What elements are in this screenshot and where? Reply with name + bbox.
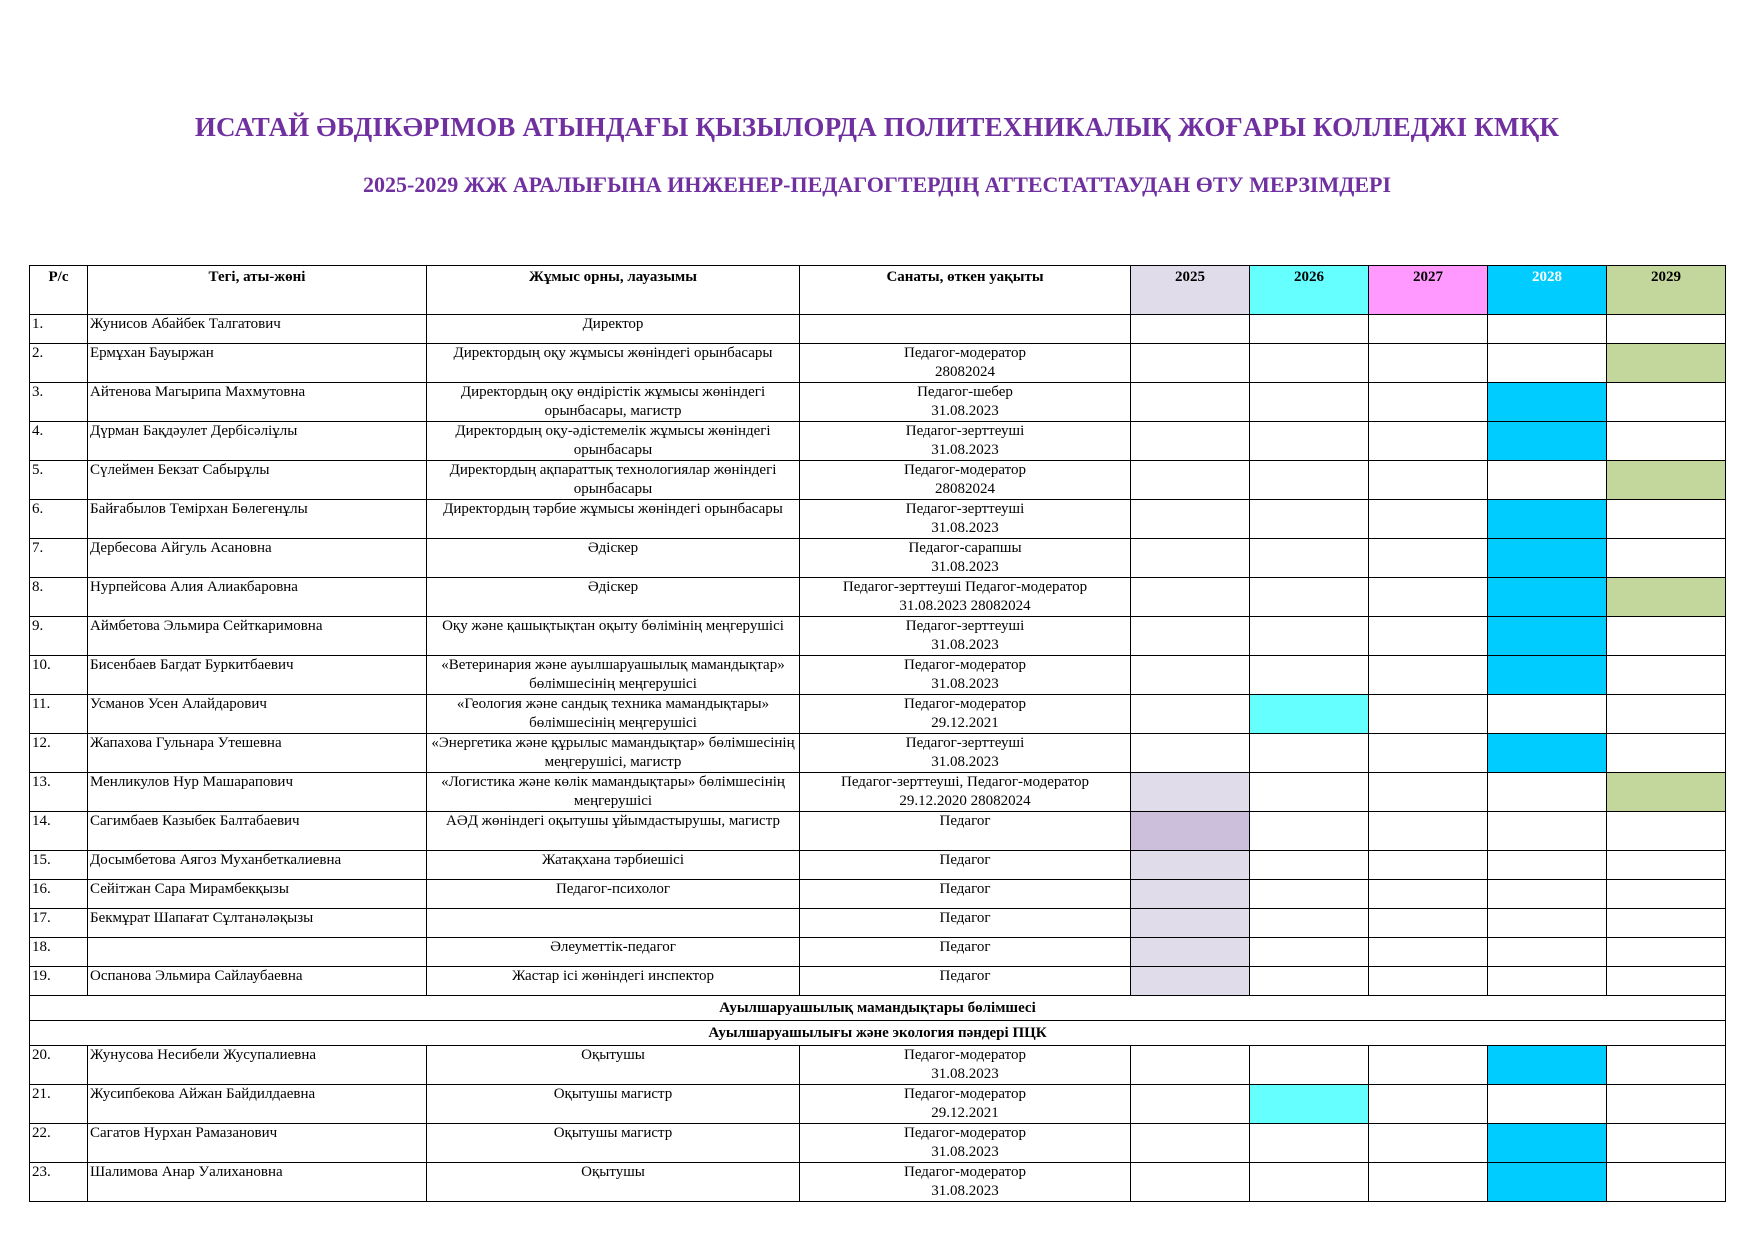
table-row: [30, 851, 1726, 880]
cell-2028: [1488, 1085, 1607, 1124]
cell-2026: [1250, 315, 1369, 344]
row-position: Педагог-психолог: [427, 880, 800, 909]
row-name: Бекмұрат Шапағат Сұлтанәләқызы: [88, 909, 427, 938]
cell-2027: [1369, 315, 1488, 344]
cell-2029: [1607, 1163, 1726, 1202]
row-number: 6.: [30, 500, 88, 539]
row-position: «Ветеринария және ауылшаруашылық мамандықтар» бөлімшесінің меңгерушісі: [427, 656, 800, 695]
cell-2029: [1607, 1124, 1726, 1163]
table-row: [30, 617, 1726, 656]
cell-2028: [1488, 461, 1607, 500]
cell-2027: [1369, 656, 1488, 695]
cell-2026: [1250, 1046, 1369, 1085]
row-name: Менликулов Нур Машарапович: [88, 773, 427, 812]
category-date: 29.12.2021: [931, 715, 999, 731]
cell-2028-marked: [1488, 422, 1607, 461]
row-number: 15.: [30, 851, 88, 880]
row-number: 5.: [30, 461, 88, 500]
cell-2026: [1250, 773, 1369, 812]
row-number: 20.: [30, 1046, 88, 1085]
row-position: Жатақхана тәрбиешісі: [427, 851, 800, 880]
row-position: АӘД жөніндегі оқытушы ұйымдастырушы, магистр: [427, 812, 800, 851]
cell-2029: [1607, 695, 1726, 734]
cell-2029: [1607, 1046, 1726, 1085]
cell-2028: [1488, 880, 1607, 909]
row-position: Директордың оқу өндірістік жұмысы жөніндегі орынбасары, магистр: [427, 383, 800, 422]
table-row: [30, 812, 1726, 851]
row-name: Жапахова Гульнара Утешевна: [88, 734, 427, 773]
category-title: Педагог: [939, 968, 991, 984]
document-subtitle: 2025-2029 ЖЖ АРАЛЫҒЫНА ИНЖЕНЕР-ПЕДАГОГТЕРДІҢ АТТЕСТАТТАУДАН ӨТУ МЕРЗІМДЕРІ: [362, 172, 1392, 197]
cell-2025: [1131, 315, 1250, 344]
category-date: 31.08.2023: [931, 1144, 999, 1160]
cell-2025: [1131, 734, 1250, 773]
row-number: 23.: [30, 1163, 88, 1202]
cell-2025: [1131, 578, 1250, 617]
cell-2027: [1369, 578, 1488, 617]
table-row: [30, 1163, 1726, 1202]
col-header-2027: 2027: [1369, 266, 1488, 315]
cell-2025-marked: [1131, 880, 1250, 909]
cell-2027: [1369, 812, 1488, 851]
row-number: 14.: [30, 812, 88, 851]
row-position: [427, 909, 800, 938]
category-date: 31.08.2023: [931, 676, 999, 692]
row-category: [800, 1085, 1131, 1124]
cell-2026: [1250, 461, 1369, 500]
category-date: 28082024: [935, 364, 995, 380]
table-row: [30, 967, 1726, 996]
cell-2027: [1369, 1124, 1488, 1163]
table-row: [30, 578, 1726, 617]
category-title: Педагог: [939, 881, 991, 897]
cell-2027: [1369, 1085, 1488, 1124]
row-name: Сагимбаев Казыбек Балтабаевич: [88, 812, 427, 851]
cell-2028-marked: [1488, 617, 1607, 656]
col-header-category: Санаты, өткен уақыты: [800, 266, 1131, 315]
cell-2029: [1607, 422, 1726, 461]
table-row: [30, 539, 1726, 578]
cell-2029: [1607, 383, 1726, 422]
category-title: Педагог-сарапшы: [908, 540, 1022, 556]
row-name: Сүлеймен Бекзат Сабырұлы: [88, 461, 427, 500]
cell-2025-marked: [1131, 851, 1250, 880]
table-row: [30, 734, 1726, 773]
cell-2026: [1250, 1163, 1369, 1202]
cell-2025: [1131, 500, 1250, 539]
row-category: [800, 967, 1131, 996]
table-row: [30, 315, 1726, 344]
row-category: [800, 500, 1131, 539]
cell-2026: [1250, 344, 1369, 383]
category-title: Педагог-модератор: [904, 1047, 1026, 1063]
row-category: [800, 938, 1131, 967]
row-name: Нурпейсова Алия Алиакбаровна: [88, 578, 427, 617]
row-position: Директордың тәрбие жұмысы жөніндегі орынбасары: [427, 500, 800, 539]
category-title: Педагог: [939, 910, 991, 926]
row-category: [800, 422, 1131, 461]
row-name: Ермұхан Бауыржан: [88, 344, 427, 383]
category-date: 28082024: [935, 481, 995, 497]
cell-2029: [1607, 851, 1726, 880]
cell-2027: [1369, 851, 1488, 880]
row-name: Жусипбекова Айжан Байдилдаевна: [88, 1085, 427, 1124]
category-title: Педагог-зерттеуші: [905, 618, 1025, 634]
row-category: [800, 1046, 1131, 1085]
table-row: [30, 422, 1726, 461]
row-number: 17.: [30, 909, 88, 938]
category-date: 31.08.2023: [931, 442, 999, 458]
category-date: 31.08.2023: [931, 403, 999, 419]
row-category: [800, 617, 1131, 656]
cell-2028-marked: [1488, 656, 1607, 695]
cell-2026-marked: [1250, 1085, 1369, 1124]
category-date: 29.12.2021: [931, 1105, 999, 1121]
row-name: Дүрман Бақдәулет Дербісәліұлы: [88, 422, 427, 461]
table-row: [30, 500, 1726, 539]
cell-2028-marked: [1488, 539, 1607, 578]
row-number: 21.: [30, 1085, 88, 1124]
cell-2029: [1607, 315, 1726, 344]
row-name: Дербесова Айгуль Асановна: [88, 539, 427, 578]
row-number: 8.: [30, 578, 88, 617]
row-name: Оспанова Эльмира Сайлаубаевна: [88, 967, 427, 996]
row-category: [800, 909, 1131, 938]
category-date: 31.08.2023: [931, 559, 999, 575]
cell-2027: [1369, 938, 1488, 967]
cell-2029-marked: [1607, 773, 1726, 812]
row-number: 1.: [30, 315, 88, 344]
cell-2026: [1250, 617, 1369, 656]
row-number: 22.: [30, 1124, 88, 1163]
table-row: [30, 1046, 1726, 1085]
category-title: Педагог-модератор: [904, 696, 1026, 712]
row-name: Сагатов Нурхан Рамазанович: [88, 1124, 427, 1163]
cell-2028: [1488, 344, 1607, 383]
category-title: Педагог: [939, 852, 991, 868]
row-position: Әлеуметтік-педагог: [427, 938, 800, 967]
row-category: [800, 812, 1131, 851]
category-title: Педагог-модератор: [904, 345, 1026, 361]
category-date: 31.08.2023: [931, 754, 999, 770]
row-number: 10.: [30, 656, 88, 695]
table-row: [30, 344, 1726, 383]
cell-2028: [1488, 851, 1607, 880]
cell-2026: [1250, 909, 1369, 938]
row-category: [800, 734, 1131, 773]
section-row: [30, 1021, 1726, 1046]
row-position: «Логистика және көлік мамандықтары» бөлімшесінің меңгерушісі: [427, 773, 800, 812]
row-category: [800, 383, 1131, 422]
row-name: Жунусова Несибели Жусупалиевна: [88, 1046, 427, 1085]
row-name: Жунисов Абайбек Талгатович: [88, 315, 427, 344]
table-header-row: [30, 266, 1726, 315]
table-row: [30, 773, 1726, 812]
cell-2027: [1369, 617, 1488, 656]
row-number: 11.: [30, 695, 88, 734]
table-row: [30, 1124, 1726, 1163]
cell-2026: [1250, 938, 1369, 967]
cell-2028: [1488, 967, 1607, 996]
section-row: [30, 996, 1726, 1021]
row-category: [800, 851, 1131, 880]
cell-2029: [1607, 617, 1726, 656]
row-number: 9.: [30, 617, 88, 656]
col-header-name: Тегі, аты-жөні: [88, 266, 427, 315]
cell-2027: [1369, 539, 1488, 578]
cell-2027: [1369, 383, 1488, 422]
cell-2027: [1369, 1046, 1488, 1085]
col-header-position: Жұмыс орны, лауазымы: [427, 266, 800, 315]
cell-2027: [1369, 461, 1488, 500]
row-category: [800, 1124, 1131, 1163]
cell-2029-marked: [1607, 461, 1726, 500]
cell-2026: [1250, 812, 1369, 851]
cell-2026: [1250, 500, 1369, 539]
cell-2028-marked: [1488, 734, 1607, 773]
cell-2029-marked: [1607, 344, 1726, 383]
cell-2026: [1250, 851, 1369, 880]
row-category: [800, 461, 1131, 500]
table-row: [30, 909, 1726, 938]
category-date: 31.08.2023: [931, 637, 999, 653]
cell-2028: [1488, 938, 1607, 967]
cell-2027: [1369, 422, 1488, 461]
table-row: [30, 1085, 1726, 1124]
row-name: Аймбетова Эльмира Сейткаримовна: [88, 617, 427, 656]
cell-2029: [1607, 880, 1726, 909]
cell-2025: [1131, 539, 1250, 578]
table-row: [30, 383, 1726, 422]
cell-2026-marked: [1250, 695, 1369, 734]
cell-2029: [1607, 656, 1726, 695]
category-title: Педагог-шебер: [917, 384, 1013, 400]
row-number: 3.: [30, 383, 88, 422]
row-name: [88, 938, 427, 967]
cell-2029: [1607, 909, 1726, 938]
cell-2027: [1369, 734, 1488, 773]
cell-2025: [1131, 1085, 1250, 1124]
cell-2029: [1607, 1085, 1726, 1124]
cell-2027: [1369, 880, 1488, 909]
row-name: Айтенова Магырипа Махмутовна: [88, 383, 427, 422]
category-title: Педагог-модератор: [904, 1086, 1026, 1102]
cell-2025: [1131, 617, 1250, 656]
table-row: [30, 880, 1726, 909]
section-title: Ауылшаруашылық мамандықтары бөлімшесі: [30, 996, 1726, 1021]
row-position: Әдіскер: [427, 539, 800, 578]
cell-2027: [1369, 695, 1488, 734]
cell-2025: [1131, 695, 1250, 734]
cell-2025-marked: [1131, 812, 1250, 851]
cell-2026: [1250, 578, 1369, 617]
cell-2026: [1250, 967, 1369, 996]
category-title: Педагог-зерттеуші: [905, 423, 1025, 439]
row-number: 19.: [30, 967, 88, 996]
row-name: Шалимова Анар Уалихановна: [88, 1163, 427, 1202]
row-number: 4.: [30, 422, 88, 461]
col-header-2029: 2029: [1607, 266, 1726, 315]
cell-2029: [1607, 938, 1726, 967]
category-title: Педагог: [939, 813, 991, 829]
cell-2025-marked: [1131, 773, 1250, 812]
subsection-title: Ауылшаруашылығы және экология пәндері ПЦК: [30, 1021, 1726, 1046]
cell-2028-marked: [1488, 1046, 1607, 1085]
row-number: 13.: [30, 773, 88, 812]
cell-2028-marked: [1488, 578, 1607, 617]
category-title: Педагог-модератор: [904, 1164, 1026, 1180]
table-row: [30, 656, 1726, 695]
col-header-2028: 2028: [1488, 266, 1607, 315]
cell-2028: [1488, 695, 1607, 734]
category-date: 31.08.2023: [931, 520, 999, 536]
category-title: Педагог-зерттеуші, Педагог-модератор: [841, 774, 1089, 790]
cell-2027: [1369, 1163, 1488, 1202]
row-category: [800, 695, 1131, 734]
cell-2029: [1607, 967, 1726, 996]
cell-2026: [1250, 656, 1369, 695]
cell-2027: [1369, 773, 1488, 812]
table-row: [30, 938, 1726, 967]
row-name: Бисенбаев Багдат Буркитбаевич: [88, 656, 427, 695]
cell-2028-marked: [1488, 383, 1607, 422]
row-name: Сейітжан Сара Мирамбекқызы: [88, 880, 427, 909]
row-position: «Энергетика және құрылыс мамандықтар» бөлімшесінің меңгерушісі, магистр: [427, 734, 800, 773]
col-header-number: Р/с: [30, 266, 88, 315]
cell-2028: [1488, 812, 1607, 851]
row-position: «Геология және сандық техника мамандықтары» бөлімшесінің меңгерушісі: [427, 695, 800, 734]
row-category: [800, 578, 1131, 617]
row-position: Оқытушы: [427, 1046, 800, 1085]
row-category: [800, 880, 1131, 909]
category-date: 31.08.2023: [931, 1066, 999, 1082]
cell-2025-marked: [1131, 967, 1250, 996]
row-category: [800, 1163, 1131, 1202]
row-position: Директордың ақпараттық технологиялар жөніндегі орынбасары: [427, 461, 800, 500]
row-number: 16.: [30, 880, 88, 909]
category-title: Педагог-зерттеуші Педагог-модератор: [842, 579, 1088, 595]
row-category: [800, 539, 1131, 578]
cell-2025: [1131, 656, 1250, 695]
row-position: Әдіскер: [427, 578, 800, 617]
cell-2025-marked: [1131, 938, 1250, 967]
cell-2025: [1131, 1163, 1250, 1202]
cell-2026: [1250, 1124, 1369, 1163]
row-category: [800, 773, 1131, 812]
row-position: Жастар ісі жөніндегі инспектор: [427, 967, 800, 996]
cell-2028: [1488, 909, 1607, 938]
cell-2027: [1369, 909, 1488, 938]
category-date: 29.12.2020 28082024: [899, 793, 1031, 809]
row-number: 12.: [30, 734, 88, 773]
cell-2026: [1250, 539, 1369, 578]
row-position: Оқу және қашықтықтан оқыту бөлімінің меңгерушісі: [427, 617, 800, 656]
row-category: [800, 315, 1131, 344]
cell-2025: [1131, 461, 1250, 500]
cell-2028-marked: [1488, 1124, 1607, 1163]
category-title: Педагог: [939, 939, 991, 955]
category-title: Педагог-модератор: [904, 462, 1026, 478]
row-category: [800, 344, 1131, 383]
row-number: 7.: [30, 539, 88, 578]
cell-2029-marked: [1607, 578, 1726, 617]
row-position: Оқытушы магистр: [427, 1085, 800, 1124]
category-date: 31.08.2023: [931, 1183, 999, 1199]
cell-2028: [1488, 315, 1607, 344]
cell-2025-marked: [1131, 909, 1250, 938]
cell-2029: [1607, 812, 1726, 851]
cell-2028-marked: [1488, 1163, 1607, 1202]
row-position: Директор: [427, 315, 800, 344]
row-position: Директордың оқу жұмысы жөніндегі орынбасары: [427, 344, 800, 383]
cell-2026: [1250, 734, 1369, 773]
row-position: Оқытушы магистр: [427, 1124, 800, 1163]
cell-2025: [1131, 422, 1250, 461]
cell-2025: [1131, 1046, 1250, 1085]
table-row: [30, 461, 1726, 500]
row-number: 18.: [30, 938, 88, 967]
row-position: Директордың оқу-әдістемелік жұмысы жөніндегі орынбасары: [427, 422, 800, 461]
cell-2025: [1131, 383, 1250, 422]
cell-2025: [1131, 344, 1250, 383]
cell-2027: [1369, 344, 1488, 383]
row-name: Усманов Усен Алайдарович: [88, 695, 427, 734]
cell-2025: [1131, 1124, 1250, 1163]
category-title: Педагог-зерттеуші: [905, 501, 1025, 517]
category-date: 31.08.2023 28082024: [899, 598, 1031, 614]
cell-2026: [1250, 422, 1369, 461]
attestation-table: [29, 265, 1726, 1202]
category-title: Педагог-модератор: [904, 657, 1026, 673]
cell-2026: [1250, 383, 1369, 422]
cell-2027: [1369, 967, 1488, 996]
cell-2027: [1369, 500, 1488, 539]
category-title: Педагог-зерттеуші: [905, 735, 1025, 751]
table-row: [30, 695, 1726, 734]
row-name: Байғабылов Темірхан Бөлегенұлы: [88, 500, 427, 539]
cell-2029: [1607, 500, 1726, 539]
row-position: Оқытушы: [427, 1163, 800, 1202]
col-header-2025: 2025: [1131, 266, 1250, 315]
cell-2028-marked: [1488, 500, 1607, 539]
cell-2026: [1250, 880, 1369, 909]
cell-2028: [1488, 773, 1607, 812]
category-title: Педагог-модератор: [904, 1125, 1026, 1141]
row-category: [800, 656, 1131, 695]
cell-2029: [1607, 734, 1726, 773]
document-title: ИСАТАЙ ӘБДІКӘРІМОВ АТЫНДАҒЫ ҚЫЗЫЛОРДА ПОЛИТЕХНИКАЛЫҚ ЖОҒАРЫ КОЛЛЕДЖІ КМҚК: [194, 112, 1560, 142]
row-number: 2.: [30, 344, 88, 383]
cell-2029: [1607, 539, 1726, 578]
col-header-2026: 2026: [1250, 266, 1369, 315]
row-name: Досымбетова Аягоз Муханбеткалиевна: [88, 851, 427, 880]
